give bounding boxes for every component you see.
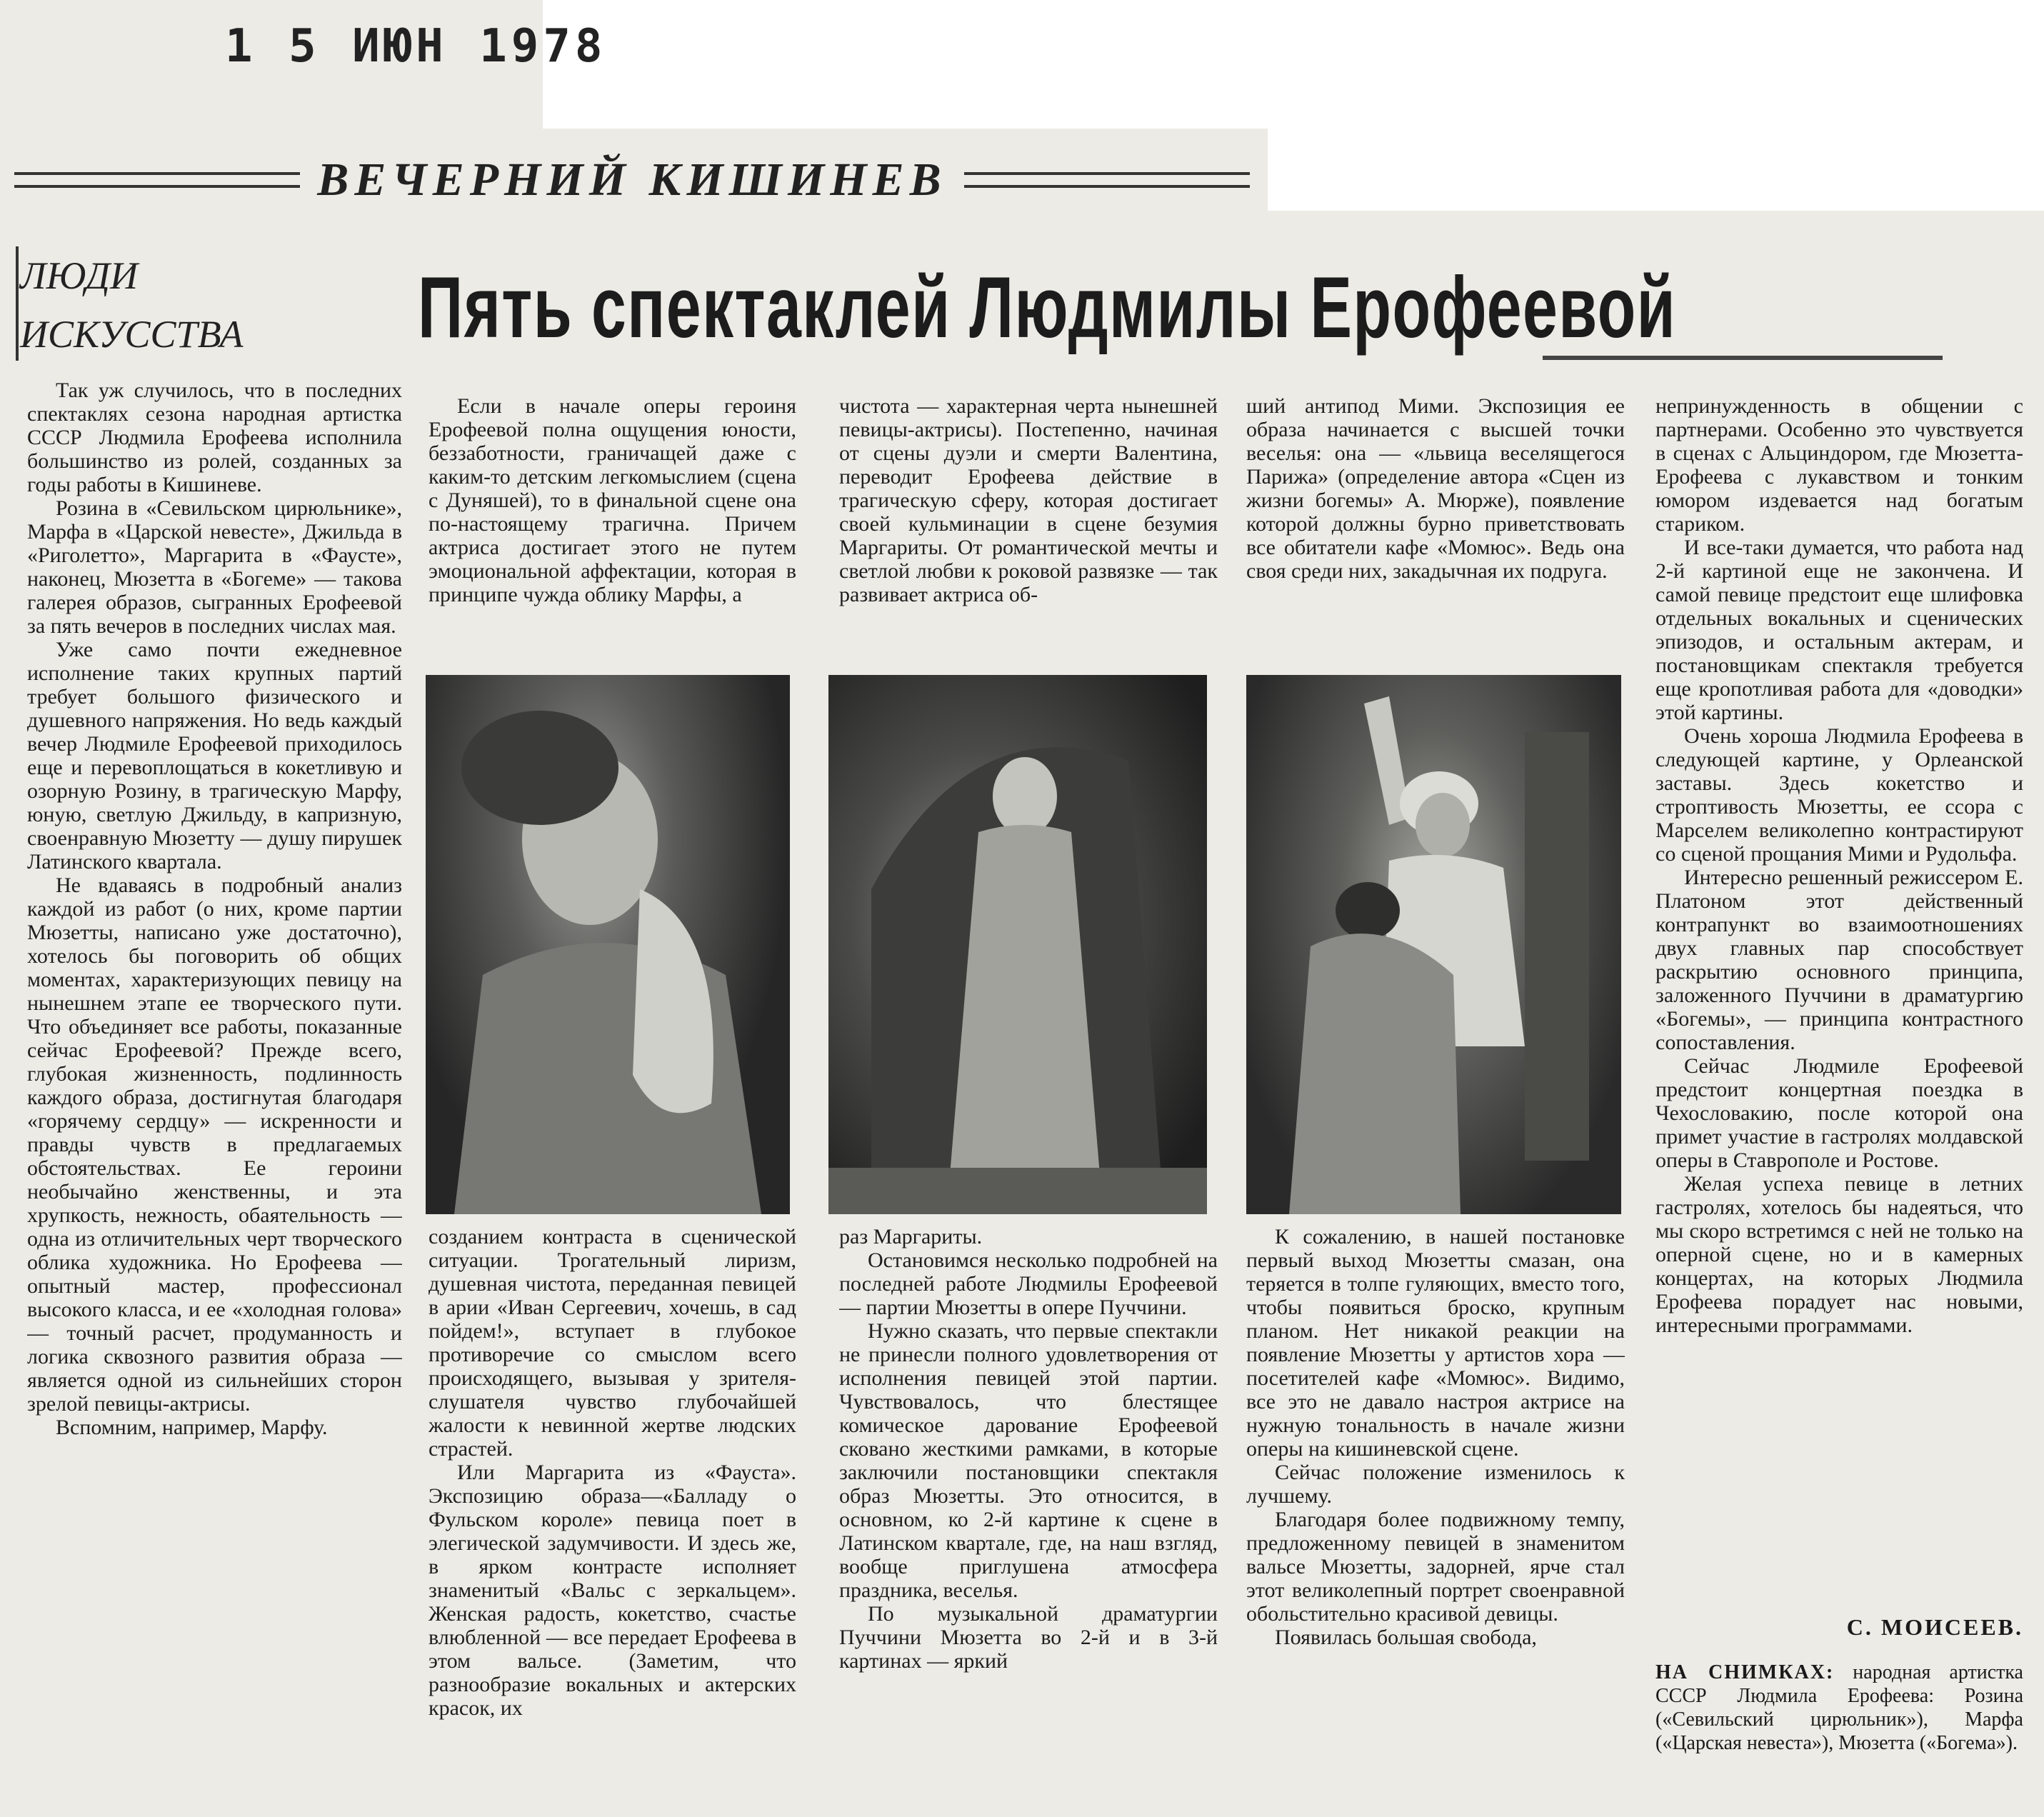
article-column-2-top bbox=[429, 394, 796, 666]
article-column-1 bbox=[27, 379, 402, 1814]
article-column-4-top bbox=[1246, 394, 1625, 666]
paragraph: Так уж случилось, что в последних спектаклях сезона народная артистка СССР Людмила Ерофеева исполнила большинство из ролей, созданных за годы работы в Кишиневе. bbox=[27, 379, 402, 496]
newspaper-name: ВЕЧЕРНИЙ КИШИНЕВ bbox=[317, 154, 947, 206]
date-stamp: 1 5 ИЮН 1978 bbox=[225, 20, 607, 73]
article-column-3-bottom bbox=[839, 1225, 1218, 1814]
paragraph: Интересно решенный режиссером Е. Платоном этот действенный контрапункт во взаимоотношениях двух главных пар способствует раскрытию основного принципа, заложенного Пуччини в драматургию «Богемы», — принципа контрастного сопоставления. bbox=[1655, 866, 2023, 1054]
rubric-line1: ЛЮДИ bbox=[20, 254, 138, 297]
rubric-bar bbox=[16, 246, 19, 361]
paragraph: Благодаря более подвижному темпу, предложенному певицей в знаменитом вальсе Мюзетты, задорней, ярче стал этот великолепный портрет своенравной обольстительно красивой девицы. bbox=[1246, 1508, 1625, 1626]
masthead-rule-left bbox=[14, 172, 300, 188]
article-headline: Пять спектаклей Людмилы Ерофеевой bbox=[418, 259, 1677, 356]
article-column-4-bottom bbox=[1246, 1225, 1625, 1814]
headline-underline bbox=[1543, 356, 1943, 360]
paragraph: чистота — характерная черта нынешней певицы-актрисы). Постепенно, начиная от сцены дуэли и смерти Валентина, переводит Ерофеева действие в трагическую сферу, которая достигает своей кульминации в сцене безумия Маргариты. От романтической мечты и светлой любви к роковой развязке — так развивает актриса об- bbox=[839, 394, 1218, 606]
caption-text: народная артистка СССР Людмила Ерофеева: Розина («Севильский цирюльник»), Марфа («Царская невеста»), Мюзетта («Богема»). bbox=[1655, 1661, 2023, 1754]
paragraph: Если в начале оперы героиня Ерофеевой полна ощущения юности, беззаботности, граничащей даже с каким-то детским легкомыслием (сцена с Дуняшей), то в финальной сцене она по-настоящему трагична. Причем актриса достигает этого не путем эмоциональной аффектации, которая в принципе чужда облику Марфы, а bbox=[429, 394, 796, 606]
rubric-line2: ИСКУССТВА bbox=[20, 313, 244, 356]
photo-musetta-image bbox=[1246, 675, 1621, 1214]
paragraph: Или Маргарита из «Фауста». Экспозицию образа—«Балладу о Фульском короле» певица поет в элегической задумчивости. И здесь же, в ярком контрасте исполняет знаменитый «Вальс с зеркальцем». Женская радость, кокетство, счастье влюбленной — все передает Ерофеева в этом вальсе. (Заметим, что разнообразие вокальных и актерских красок, их bbox=[429, 1461, 796, 1720]
article-column-5 bbox=[1655, 394, 2023, 1623]
paragraph: непринужденность в общении с партнерами. Особенно это чувствуется в сценах с Альциндором, где Мюзетта-Ерофеева с лукавством и тонким юмором издевается над богатым стариком. bbox=[1655, 394, 2023, 536]
masthead bbox=[14, 154, 1250, 206]
article-column-2-bottom bbox=[429, 1225, 796, 1814]
caption-lead: НА СНИМКАХ: bbox=[1655, 1661, 1835, 1683]
photo-rosina bbox=[426, 675, 790, 1214]
photo-marfa-image bbox=[828, 675, 1207, 1214]
paragraph: созданием контраста в сценической ситуации. Трогательный лиризм, душевная чистота, переданная певицей в арии «Иван Сергеевич, хочешь, в сад пойдем!», вступает в глубокое противоречие со смыслом всего происходящего, вызывая у зрителя-слушателя чувство глубочайшей жалости к невинной жертве людских страстей. bbox=[429, 1225, 796, 1461]
paragraph: Появилась большая свобода, bbox=[1275, 1626, 1537, 1649]
masthead-rule-right bbox=[964, 172, 1250, 188]
paragraph: И все-таки думается, что работа над 2-й картиной еще не закончена. И самой певице предстоит еще шлифовка отдельных вокальных и сценических эпизодов, и остальным актерам, и постановщикам спектакля требуется еще кропотливая работа для «доводки» этой картины. bbox=[1655, 536, 2023, 724]
paragraph: Сейчас положение изменилось к лучшему. bbox=[1246, 1461, 1625, 1508]
paragraph: Остановимся несколько подробней на последней работе Людмилы Ерофеевой — партии Мюзетты в опере Пуччини. bbox=[839, 1248, 1218, 1319]
paragraph: К сожалению, в нашей постановке первый выход Мюзетты смазан, она теряется в толпе гуляющих, вместо того, чтобы появиться броско, крупным планом. Нет никакой реакции на появление Мюзетты у артистов хора — посетителей кафе «Момюс». Видимо, все это не давало настроя актрисе на нужную тональность в начале жизни оперы на кишиневской сцене. bbox=[1246, 1225, 1625, 1461]
rubric bbox=[20, 246, 243, 364]
photo-caption bbox=[1655, 1661, 2023, 1755]
paragraph: Сейчас Людмиле Ерофеевой предстоит концертная поездка в Чехословакию, после которой она примет участие в гастролях молдавской оперы в Ставрополе и Ростове. bbox=[1655, 1054, 2023, 1172]
article-column-3-top bbox=[839, 394, 1218, 666]
paragraph: Розина в «Севильском цирюльнике», Марфа в «Царской невесте», Джильда в «Риголетто», Маргарита в «Фаусте», наконец, Мюзетта в «Богеме» — такова галерея образов, сыгранных Ерофеевой за пять вечеров в последних числах мая. bbox=[27, 496, 402, 638]
paragraph: раз Маргариты. bbox=[839, 1225, 983, 1248]
paragraph: По музыкальной драматургии Пуччини Мюзетта во 2-й и в 3-й картинах — яркий bbox=[839, 1602, 1218, 1673]
author-signature: С. МОИСЕЕВ. bbox=[1846, 1614, 2023, 1640]
paragraph: Желая успеха певице в летних гастролях, хотелось бы надеяться, что мы скоро встретимся с ней не только на оперной сцене, но и в камерных концертах, на которых Людмила Ерофеева порадует нас новыми, интересными программами. bbox=[1655, 1172, 2023, 1337]
paragraph: ший антипод Мими. Экспозиция ее образа начинается с высшей точки веселья: она — «львица веселящегося Парижа» (определение автора «Сцен из жизни богемы» А. Мюрже), появление которой должны бурно приветствовать все обитатели кафе «Момюс». Ведь она своя среди них, закадычная их подруга. bbox=[1246, 394, 1625, 583]
paragraph: Уже само почти ежедневное исполнение таких крупных партий требует большого физического и душевного напряжения. Но ведь каждый вечер Людмиле Ерофеевой приходилось еще и перевоплощаться в кокетливую и озорную Розину, в трагическую Марфу, юную, светлую Джильду, в капризную, своенравную Мюзетту — душу пирушек Латинского квартала. bbox=[27, 638, 402, 874]
photo-musetta bbox=[1246, 675, 1621, 1214]
paragraph: Не вдаваясь в подробный анализ каждой из работ (о них, кроме партии Мюзетты, написано уже достаточно), хотелось бы поговорить об общих моментах, характеризующих певицу на нынешнем этапе ее творческого пути. Что объединяет все работы, показанные сейчас Ерофеевой? Прежде всего, глубокая жизненность, подлинность каждого образа, достигнутая благодаря «горячему сердцу» — искренности и правды чувств в предлагаемых обстоятельствах. Ее героини необычайно женственны, и эта хрупкость, нежность, обаятельность — одна из отличительных черт творческого облика художника. Но Ерофеева — опытный мастер, профессионал высокого класса, и ее «холодная голова» — точный расчет, продуманность и логика сквозного развития образа — является одной из сильнейших сторон зрелой певицы-актрисы. bbox=[27, 874, 402, 1416]
paragraph: Вспомним, например, Марфу. bbox=[56, 1416, 328, 1439]
photo-marfa bbox=[828, 675, 1207, 1214]
paragraph: Нужно сказать, что первые спектакли не принесли полного удовлетворения от исполнения певицей этой партии. Чувствовалось, что блестящее комическое дарование Ерофеевой сковано жесткими рамками, в которые заключили постановщики спектакля образ Мюзетты. Это относится, в основном, ко 2-й картине к сцене в Латинском квартале, где, на наш взгляд, вообще приглушена атмосфера праздника, веселья. bbox=[839, 1319, 1218, 1602]
photo-rosina-image bbox=[426, 675, 790, 1214]
paragraph: Очень хороша Людмила Ерофеева в следующей картине, у Орлеанской заставы. Здесь кокетство и строптивость Мюзетты, ее ссора с Марселем великолепно контрастируют со сценой прощания Мими и Рудольфа. bbox=[1655, 724, 2023, 866]
